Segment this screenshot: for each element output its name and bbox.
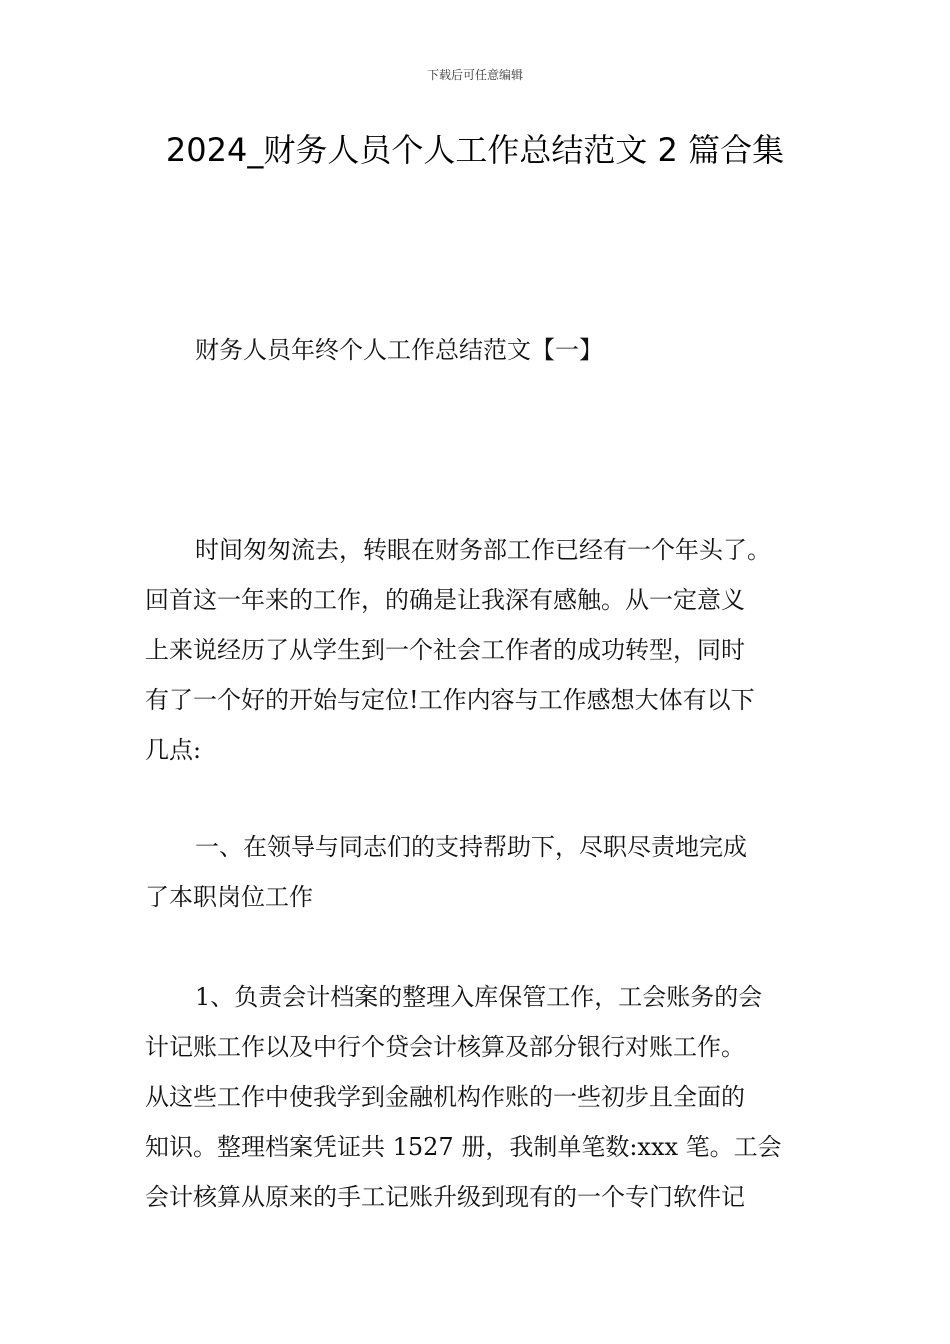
paragraph-line: 一、在领导与同志们的支持帮助下，尽职尽责地完成 bbox=[195, 833, 747, 861]
paragraph-line: 知识。整理档案凭证共 1527 册，我制单笔数:xxx 笔。工会 bbox=[145, 1133, 782, 1161]
paragraph-line: 计记账工作以及中行个贷会计核算及部分银行对账工作。 bbox=[145, 1033, 745, 1061]
document-title: 2024_财务人员个人工作总结范文 2 篇合集 bbox=[165, 131, 785, 169]
paragraph-line: 1、负责会计档案的整理入库保管工作，工会账务的会 bbox=[195, 983, 763, 1011]
paragraph-line: 会计核算从原来的手工记账升级到现有的一个专门软件记 bbox=[145, 1183, 745, 1211]
paragraph-intro bbox=[145, 525, 835, 775]
section-heading: 财务人员年终个人工作总结范文【一】 bbox=[195, 336, 603, 364]
header-note: 下载后可任意编辑 bbox=[426, 68, 523, 82]
paragraph-line: 上来说经历了从学生到一个社会工作者的成功转型，同时 bbox=[145, 636, 745, 664]
paragraph-line: 有了一个好的开始与定位!工作内容与工作感想大体有以下 bbox=[145, 686, 755, 714]
paragraph-point-one bbox=[145, 822, 835, 922]
paragraph-line: 了本职岗位工作 bbox=[145, 883, 313, 911]
paragraph-line: 时间匆匆流去，转眼在财务部工作已经有一个年头了。 bbox=[195, 536, 771, 564]
paragraph-item-one bbox=[145, 972, 835, 1222]
paragraph-line: 回首这一年来的工作，的确是让我深有感触。从一定意义 bbox=[145, 586, 745, 614]
paragraph-line: 从这些工作中使我学到金融机构作账的一些初步且全面的 bbox=[145, 1083, 745, 1111]
paragraph-line: 几点: bbox=[145, 736, 202, 764]
